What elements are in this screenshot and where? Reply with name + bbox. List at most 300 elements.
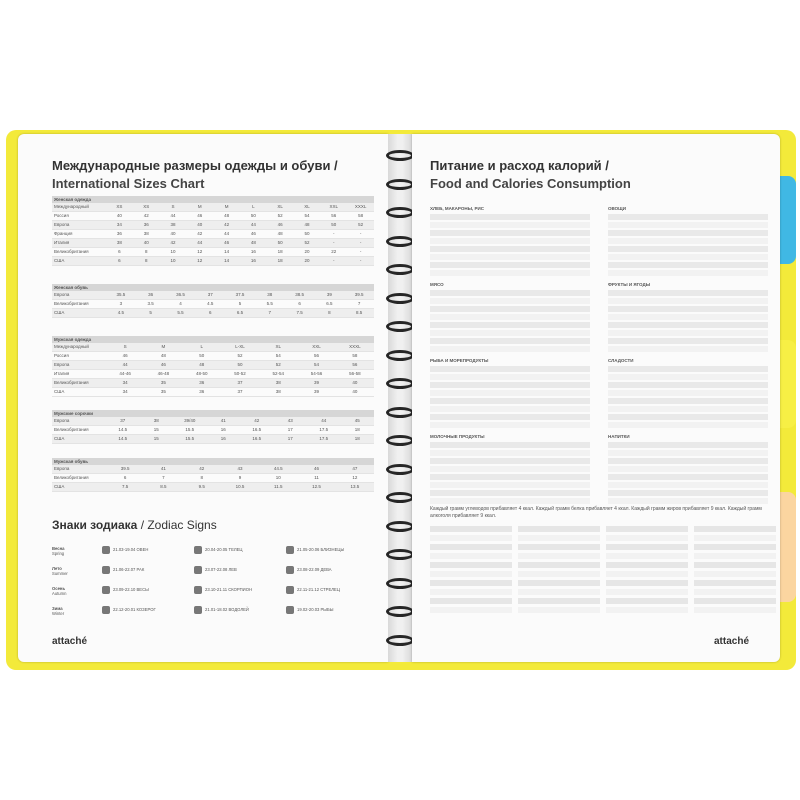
binding-ring bbox=[386, 378, 414, 389]
food-row bbox=[430, 214, 590, 220]
row-label: Европа bbox=[54, 418, 70, 423]
food-section-header: СЛАДОСТИ bbox=[608, 358, 634, 363]
table-cell: 14 bbox=[224, 258, 230, 263]
table-cell: M bbox=[161, 344, 166, 349]
table-cell: 52 bbox=[277, 213, 283, 218]
activity-row bbox=[518, 598, 600, 604]
table-cell: 7 bbox=[268, 310, 272, 315]
season-label: Весна Spring bbox=[52, 546, 65, 556]
table-cell: 38 bbox=[275, 389, 281, 394]
zodiac-title: Знаки зодиака / Zodiac Signs bbox=[52, 518, 217, 532]
table-cell: 37 bbox=[237, 380, 243, 385]
food-section-header: ФРУКТЫ И ЯГОДЫ bbox=[608, 282, 651, 287]
table-cell: 5.5 bbox=[266, 301, 273, 306]
food-row bbox=[608, 322, 768, 328]
table-cell: 44-46 bbox=[119, 371, 131, 376]
food-section-header: МЯСО bbox=[430, 282, 444, 287]
food-row bbox=[430, 290, 590, 296]
table-cell: 36.5 bbox=[176, 292, 185, 297]
activity-row bbox=[694, 589, 776, 595]
food-row bbox=[430, 474, 590, 480]
table-cell: 52 bbox=[358, 222, 364, 227]
right-page bbox=[412, 134, 780, 662]
table-cell: 48 bbox=[199, 362, 205, 367]
divider-tab-blue[interactable] bbox=[780, 176, 796, 264]
table-cell: 50 bbox=[237, 362, 243, 367]
table-cell: 7 bbox=[162, 475, 165, 480]
food-row bbox=[608, 262, 768, 268]
row-label: США bbox=[54, 258, 65, 263]
table-cell: 9 bbox=[238, 475, 242, 480]
table-cell: 22 bbox=[331, 249, 337, 254]
table-cell: 42 bbox=[224, 222, 230, 227]
table-row bbox=[52, 426, 374, 435]
food-title: Питание и расход калорий / bbox=[430, 158, 609, 173]
table-cell: 18 bbox=[354, 436, 360, 441]
table-cell: 20 bbox=[304, 258, 310, 263]
table-cell: 38 bbox=[170, 222, 176, 227]
table-cell: 48 bbox=[160, 353, 166, 358]
row-label: Италия bbox=[54, 240, 70, 245]
activity-row bbox=[694, 535, 776, 541]
zodiac-sign: 23.10-21.11 СКОРПИОН bbox=[194, 586, 252, 594]
left-page bbox=[18, 134, 388, 662]
table-cell: 40 bbox=[116, 213, 122, 218]
table-cell: 13.5 bbox=[350, 484, 360, 489]
size-table-header: Женская одежда bbox=[52, 196, 374, 203]
activity-row bbox=[430, 580, 512, 586]
zodiac-icon bbox=[286, 606, 294, 614]
binding-ring bbox=[386, 435, 414, 446]
table-row bbox=[52, 248, 374, 257]
food-row bbox=[430, 466, 590, 472]
table-cell: 14.5 bbox=[118, 436, 128, 441]
table-cell: 43 bbox=[287, 418, 293, 423]
table-cell: 44 bbox=[250, 222, 256, 227]
activity-row bbox=[606, 607, 688, 613]
table-cell: 42 bbox=[199, 466, 205, 471]
table-cell: 44 bbox=[224, 231, 230, 236]
table-cell: 37 bbox=[207, 292, 213, 297]
food-row bbox=[608, 490, 768, 496]
zodiac-sign: 22.11-21.12 СТРЕЛЕЦ bbox=[286, 586, 340, 594]
zodiac-sign: 21.01-18.02 ВОДОЛЕЙ bbox=[194, 606, 249, 614]
table-cell: - bbox=[359, 249, 362, 254]
activity-row bbox=[518, 580, 600, 586]
table-cell: 39.5 bbox=[120, 466, 130, 471]
table-cell: 18 bbox=[277, 258, 283, 263]
food-row bbox=[608, 346, 768, 352]
table-cell: 37 bbox=[120, 418, 126, 423]
food-row bbox=[608, 474, 768, 480]
food-row bbox=[608, 366, 768, 372]
food-section-header: РЫБА И МОРЕПРОДУКТЫ bbox=[430, 358, 489, 363]
activity-row bbox=[518, 553, 600, 559]
table-cell: 43 bbox=[237, 466, 243, 471]
food-row bbox=[608, 314, 768, 320]
zodiac-icon bbox=[102, 586, 110, 594]
table-cell: 50 bbox=[331, 222, 337, 227]
table-cell: 45 bbox=[354, 418, 360, 423]
activity-row bbox=[518, 535, 600, 541]
table-cell: 15 bbox=[153, 427, 159, 432]
table-cell: 42 bbox=[254, 418, 260, 423]
table-cell: 38 bbox=[153, 418, 159, 423]
table-cell: 44 bbox=[197, 240, 203, 245]
table-cell: 41 bbox=[160, 466, 166, 471]
table-cell: 40 bbox=[352, 389, 358, 394]
table-cell: 34 bbox=[122, 380, 128, 385]
table-cell: 8 bbox=[144, 258, 148, 263]
zodiac-icon bbox=[194, 546, 202, 554]
food-row bbox=[430, 490, 590, 496]
table-cell: 11 bbox=[314, 475, 319, 480]
table-cell: 9.5 bbox=[198, 484, 205, 489]
table-row bbox=[52, 379, 374, 388]
zodiac-sign: 21.05-20.06 БЛИЗНЕЦЫ bbox=[286, 546, 344, 554]
activity-row bbox=[606, 553, 688, 559]
zodiac-icon bbox=[194, 586, 202, 594]
table-cell: 16 bbox=[250, 258, 256, 263]
binding-ring bbox=[386, 492, 414, 503]
food-row bbox=[608, 482, 768, 488]
food-row bbox=[608, 450, 768, 456]
zodiac-icon bbox=[102, 566, 110, 574]
table-cell: 17 bbox=[287, 427, 293, 432]
table-cell: 7.5 bbox=[296, 310, 303, 315]
table-cell: 50-52 bbox=[234, 371, 246, 376]
table-cell: 8 bbox=[328, 310, 331, 315]
table-cell: - bbox=[359, 240, 362, 245]
binding-ring bbox=[386, 578, 414, 589]
table-cell: 50 bbox=[199, 353, 205, 358]
activity-row bbox=[606, 580, 688, 586]
food-row bbox=[608, 222, 768, 228]
size-table bbox=[52, 410, 374, 444]
table-row bbox=[52, 257, 374, 266]
table-cell: 48 bbox=[277, 231, 283, 236]
table-cell: 8 bbox=[200, 475, 203, 480]
table-cell: 5 bbox=[238, 301, 242, 306]
table-cell: XS bbox=[116, 204, 123, 209]
food-row bbox=[430, 322, 590, 328]
table-cell: 54 bbox=[304, 213, 310, 218]
table-row bbox=[52, 474, 374, 483]
table-cell: 36 bbox=[116, 231, 122, 236]
food-row bbox=[430, 262, 590, 268]
season-label: Осень Autumn bbox=[52, 586, 67, 596]
table-cell: 34 bbox=[122, 389, 128, 394]
table-cell: 36 bbox=[143, 222, 149, 227]
table-cell: 38 bbox=[116, 240, 122, 245]
binding-ring bbox=[386, 150, 414, 161]
table-cell: 44 bbox=[122, 362, 128, 367]
food-row bbox=[608, 306, 768, 312]
table-cell: 8.5 bbox=[356, 310, 363, 315]
activity-row bbox=[518, 607, 600, 613]
activity-row bbox=[518, 589, 600, 595]
table-cell: 38 bbox=[143, 231, 149, 236]
food-row bbox=[608, 214, 768, 220]
table-cell: 3.5 bbox=[147, 301, 154, 306]
table-cell: 39 bbox=[314, 389, 320, 394]
table-cell: 42 bbox=[197, 231, 203, 236]
food-row bbox=[430, 398, 590, 404]
binding-ring bbox=[386, 236, 414, 247]
binding-ring bbox=[386, 179, 414, 190]
size-table-header: Мужская обувь bbox=[52, 458, 374, 465]
table-cell: 37 bbox=[237, 389, 243, 394]
activity-row bbox=[606, 589, 688, 595]
table-cell: 39 bbox=[314, 380, 320, 385]
table-cell: 46 bbox=[250, 231, 256, 236]
table-row bbox=[52, 352, 374, 361]
food-row bbox=[430, 482, 590, 488]
activity-row bbox=[430, 544, 512, 550]
size-table bbox=[52, 284, 374, 318]
table-cell: 16 bbox=[250, 249, 256, 254]
table-cell: XXXL bbox=[349, 344, 361, 349]
activity-row bbox=[430, 607, 512, 613]
activity-row bbox=[694, 526, 776, 532]
table-cell: 46 bbox=[314, 466, 320, 471]
table-cell: 6 bbox=[298, 301, 301, 306]
activity-row bbox=[606, 562, 688, 568]
row-label: США bbox=[54, 389, 65, 394]
table-row bbox=[52, 239, 374, 248]
food-row bbox=[608, 246, 768, 252]
table-cell: 36 bbox=[199, 380, 205, 385]
size-table-header: Мужские сорочки bbox=[52, 410, 374, 417]
food-row bbox=[608, 230, 768, 236]
food-row bbox=[608, 238, 768, 244]
activity-row bbox=[694, 580, 776, 586]
table-cell: 6 bbox=[208, 310, 212, 315]
table-cell: 54 bbox=[314, 362, 320, 367]
food-row bbox=[608, 442, 768, 448]
table-cell: XL bbox=[275, 344, 282, 349]
table-cell: S bbox=[123, 344, 127, 349]
table-cell: 11.5 bbox=[274, 484, 283, 489]
sizes-subtitle: International Sizes Chart bbox=[52, 176, 205, 191]
activity-row bbox=[430, 526, 512, 532]
table-cell: 40 bbox=[197, 222, 203, 227]
size-table bbox=[52, 458, 374, 492]
food-section-header: ОВОЩИ bbox=[608, 206, 626, 211]
table-cell: 41 bbox=[220, 418, 226, 423]
size-table-header: Мужская одежда bbox=[52, 336, 374, 343]
binding-ring bbox=[386, 464, 414, 475]
table-cell: 6 bbox=[123, 475, 127, 480]
food-row bbox=[430, 498, 590, 504]
food-row bbox=[430, 298, 590, 304]
binding-ring bbox=[386, 635, 414, 646]
row-label: США bbox=[54, 310, 65, 315]
table-cell: 5.5 bbox=[177, 310, 184, 315]
divider-tab-yellow[interactable] bbox=[780, 340, 796, 428]
table-cell: 56-58 bbox=[349, 371, 361, 376]
zodiac-sign: 23.09-22.10 ВЕСЫ bbox=[102, 586, 149, 594]
table-cell: 42 bbox=[170, 240, 176, 245]
table-cell: M bbox=[224, 204, 229, 209]
food-row bbox=[430, 306, 590, 312]
row-label: Международный bbox=[54, 204, 89, 209]
table-cell: 14.5 bbox=[118, 427, 128, 432]
table-cell: 15.5 bbox=[185, 427, 195, 432]
table-cell: XL bbox=[304, 204, 310, 209]
table-cell: 44 bbox=[170, 213, 176, 218]
zodiac-sign: 23.08-22.09 ДЕВА bbox=[286, 566, 332, 574]
zodiac-sign: 21.06-22.07 РАК bbox=[102, 566, 144, 574]
binding-ring bbox=[386, 549, 414, 560]
food-row bbox=[430, 450, 590, 456]
table-cell: 5 bbox=[149, 310, 152, 315]
zodiac-icon bbox=[102, 546, 110, 554]
table-cell: L bbox=[200, 344, 203, 349]
row-label: Великобритания bbox=[54, 475, 89, 480]
food-row bbox=[608, 330, 768, 336]
row-label: Великобритания bbox=[54, 427, 89, 432]
food-row bbox=[430, 254, 590, 260]
table-cell: 54 bbox=[275, 353, 281, 358]
zodiac-icon bbox=[194, 606, 202, 614]
table-cell: 8.5 bbox=[160, 484, 167, 489]
table-row bbox=[52, 483, 374, 492]
table-row bbox=[52, 370, 374, 379]
activity-row bbox=[430, 598, 512, 604]
zodiac-icon bbox=[194, 566, 202, 574]
table-cell: 42 bbox=[143, 213, 149, 218]
sizes-title: Международные размеры одежды и обуви / bbox=[52, 158, 338, 173]
table-cell: 8 bbox=[144, 249, 148, 254]
table-cell: 16 bbox=[220, 427, 226, 432]
table-cell: 17.5 bbox=[319, 427, 329, 432]
table-cell: 46 bbox=[122, 353, 128, 358]
food-section-header: НАПИТКИ bbox=[608, 434, 630, 439]
brand-logo-left: attaché bbox=[52, 636, 88, 647]
table-row bbox=[52, 417, 374, 426]
table-row bbox=[52, 343, 374, 352]
activity-row bbox=[430, 589, 512, 595]
table-cell: 18 bbox=[354, 427, 360, 432]
table-cell: - bbox=[333, 240, 335, 245]
food-row bbox=[608, 382, 768, 388]
table-cell: 16.5 bbox=[252, 436, 262, 441]
food-row bbox=[430, 390, 590, 396]
food-row bbox=[430, 422, 590, 428]
table-cell: S bbox=[171, 204, 175, 209]
food-row bbox=[430, 222, 590, 228]
food-row bbox=[430, 382, 590, 388]
food-row bbox=[430, 374, 590, 380]
size-table-header: Женская обувь bbox=[52, 284, 374, 291]
table-cell: 48-50 bbox=[195, 371, 208, 376]
table-cell: 10 bbox=[275, 475, 281, 480]
table-cell: 56 bbox=[314, 353, 320, 358]
table-cell: XL bbox=[277, 204, 283, 209]
table-cell: 20 bbox=[304, 249, 310, 254]
zodiac-icon bbox=[286, 586, 294, 594]
table-cell: 3 bbox=[119, 301, 123, 306]
activity-row bbox=[606, 535, 688, 541]
binding-ring bbox=[386, 293, 414, 304]
food-row bbox=[430, 270, 590, 276]
table-cell: 50 bbox=[250, 213, 256, 218]
table-cell: 12.5 bbox=[312, 484, 321, 489]
table-cell: 10.5 bbox=[235, 484, 245, 489]
table-row bbox=[52, 291, 374, 300]
food-row bbox=[608, 498, 768, 504]
activity-row bbox=[606, 598, 688, 604]
table-row bbox=[52, 309, 374, 318]
food-row bbox=[608, 270, 768, 276]
table-cell: 36 bbox=[199, 389, 205, 394]
activity-row bbox=[694, 553, 776, 559]
table-row bbox=[52, 465, 374, 474]
row-label: Италия bbox=[54, 371, 70, 376]
table-cell: 35 bbox=[160, 380, 166, 385]
table-cell: 6.5 bbox=[326, 301, 333, 306]
size-table bbox=[52, 196, 374, 266]
table-cell: 6 bbox=[118, 258, 121, 263]
food-row bbox=[608, 458, 768, 464]
season-label: Зима Winter bbox=[52, 606, 65, 616]
zodiac-sign: 19.02-20.03 РЫБЫ bbox=[286, 606, 333, 614]
activity-row bbox=[518, 526, 600, 532]
table-cell: 4.5 bbox=[117, 310, 125, 315]
food-section-header: ХЛЕБ, МАКАРОНЫ, РИС bbox=[430, 206, 484, 211]
binding-ring bbox=[386, 407, 414, 418]
activity-row bbox=[518, 562, 600, 568]
food-subtitle: Food and Calories Consumption bbox=[430, 176, 631, 191]
food-row bbox=[430, 246, 590, 252]
activity-row bbox=[694, 544, 776, 550]
table-cell: M bbox=[197, 204, 202, 209]
table-cell: XXXL bbox=[354, 204, 367, 209]
table-cell: 48 bbox=[250, 240, 256, 245]
activity-row bbox=[606, 544, 688, 550]
season-label: Лето Summer bbox=[52, 566, 68, 576]
food-row bbox=[430, 238, 590, 244]
row-label: США bbox=[54, 484, 65, 489]
table-cell: 6.5 bbox=[236, 310, 244, 315]
table-cell: 15.5 bbox=[185, 436, 195, 441]
binding-ring bbox=[386, 606, 414, 617]
table-cell: 10 bbox=[170, 258, 176, 263]
table-cell: 56 bbox=[352, 362, 358, 367]
table-cell: 37.5 bbox=[235, 292, 245, 297]
table-row bbox=[52, 203, 374, 212]
divider-tab-orange[interactable] bbox=[780, 492, 796, 602]
table-cell: 38 bbox=[267, 292, 273, 297]
food-row bbox=[608, 290, 768, 296]
table-cell: 50 bbox=[277, 240, 283, 245]
food-row bbox=[430, 442, 590, 448]
activity-row bbox=[430, 562, 512, 568]
table-cell: 39 bbox=[326, 292, 332, 297]
table-cell: 50 bbox=[304, 231, 310, 236]
food-row bbox=[430, 330, 590, 336]
activity-row bbox=[606, 571, 688, 577]
food-section-header: МОЛОЧНЫЕ ПРОДУКТЫ bbox=[430, 434, 485, 439]
table-row bbox=[52, 230, 374, 239]
table-cell: 44.5 bbox=[273, 466, 283, 471]
table-cell: 7 bbox=[357, 301, 361, 306]
row-label: Франция bbox=[54, 231, 73, 236]
row-label: Великобритания bbox=[54, 249, 89, 254]
zodiac-sign: 20.04-20.05 ТЕЛЕЦ bbox=[194, 546, 243, 554]
row-label: Великобритания bbox=[54, 380, 89, 385]
